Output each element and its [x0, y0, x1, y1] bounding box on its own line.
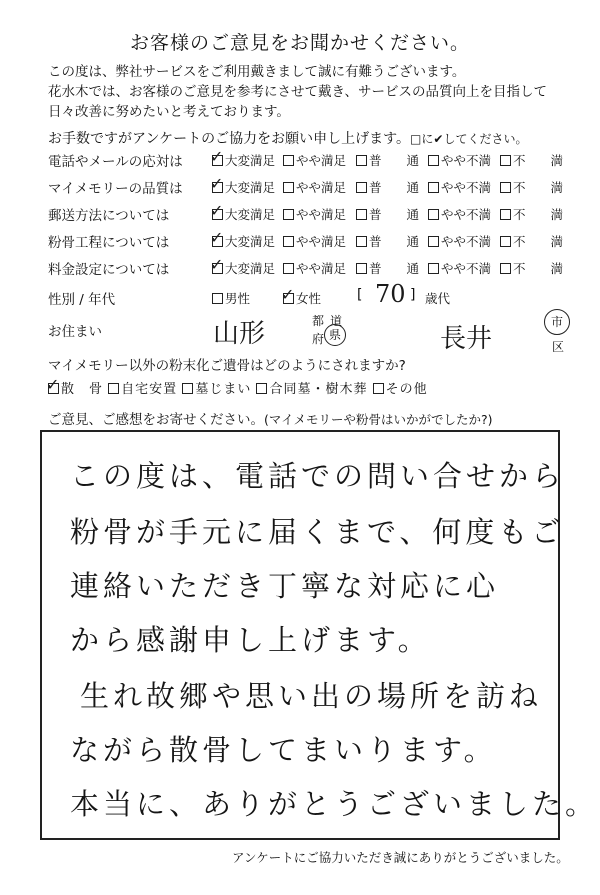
rating-option-very-satisfied[interactable]	[210, 228, 276, 250]
checkbox-checked[interactable]	[210, 174, 224, 193]
checkbox-checked[interactable]	[210, 147, 224, 166]
check-mark-icon: ✓	[281, 285, 295, 304]
rating-option-label: 普 通	[369, 153, 420, 168]
suffix-ku: 区	[552, 340, 565, 354]
checkbox[interactable]	[428, 263, 439, 274]
checkbox[interactable]	[283, 236, 294, 247]
suffix-shi-circled: 市	[544, 309, 570, 335]
footer-thanks: アンケートにご協力いただき誠にありがとうございました。	[232, 850, 569, 865]
comment-line: この度は、電話での問い合せから	[70, 459, 566, 493]
rating-option-dissatisfied[interactable]	[500, 232, 563, 250]
rating-option-very-satisfied[interactable]	[210, 255, 276, 277]
intro-line: 日々改善に努めたいと考えております。	[48, 104, 290, 120]
comment-heading	[48, 408, 493, 428]
rating-option-label: 普 通	[369, 180, 420, 195]
gender-male-option[interactable]	[212, 289, 250, 307]
checkbox[interactable]	[283, 209, 294, 220]
form-title: お客様のご意見をお聞かせください。	[129, 32, 470, 54]
rating-option-somewhat-satisfied[interactable]	[283, 232, 346, 250]
rating-option-normal[interactable]	[356, 178, 419, 196]
rating-option-label: やや不満	[441, 234, 492, 249]
checkbox[interactable]	[182, 383, 193, 394]
comment-box[interactable]	[40, 430, 599, 840]
rating-option-very-satisfied[interactable]	[210, 147, 276, 169]
city-value: 長井	[440, 324, 493, 354]
rating-option-label: やや不満	[441, 180, 492, 195]
prefecture-value: 山形	[213, 319, 266, 349]
checkbox[interactable]	[283, 263, 294, 274]
suffix-fu: 府	[312, 332, 325, 346]
comment-heading-note: (マイメモリーや粉骨はいかがでしたか?)	[264, 412, 493, 427]
checkbox[interactable]	[356, 263, 367, 274]
checkbox[interactable]	[356, 155, 367, 166]
burial-option-home[interactable]	[108, 382, 177, 397]
burial-option-label: 合同墓・樹木葬	[269, 382, 368, 397]
address-label: お住まい	[48, 324, 102, 340]
checkbox[interactable]	[356, 236, 367, 247]
intro-text	[48, 62, 547, 122]
question-label: 粉骨工程については	[48, 235, 170, 251]
burial-question: マイメモリー以外の粉末化ご遺骨はどのようにされますか?	[48, 358, 406, 374]
intro-line: この度は、弊社サービスをご利用戴きまして誠に有難うございます。	[48, 64, 466, 80]
question-label: 電話やメールの応対は	[48, 154, 183, 170]
rating-option-somewhat-dissatisfied[interactable]	[428, 232, 491, 250]
burial-option-other[interactable]	[373, 382, 428, 397]
instruction	[48, 128, 527, 148]
rating-option-label: 大変満足	[225, 234, 276, 249]
burial-option-label: 墓じまい	[195, 382, 252, 397]
rating-option-label: 不 満	[513, 234, 564, 249]
age-value: 70	[375, 280, 406, 308]
rating-option-dissatisfied[interactable]	[500, 259, 563, 277]
burial-option-label: その他	[385, 382, 428, 397]
checkbox-checked[interactable]	[210, 228, 224, 247]
comment-line: から感謝申し上げます。	[70, 623, 431, 657]
rating-option-label: 不 満	[513, 153, 564, 168]
burial-option-label: 散 骨	[61, 382, 104, 397]
burial-option-joint-grave[interactable]	[256, 382, 367, 397]
rating-option-label: やや満足	[296, 261, 347, 276]
comment-heading-main: ご意見、ご感想をお寄せください。	[48, 412, 264, 428]
rating-option-normal[interactable]	[356, 232, 419, 250]
gender-age-label: 性別 / 年代	[48, 292, 116, 308]
checkbox-checked[interactable]	[210, 201, 224, 220]
age-bracket-close: ]	[410, 287, 416, 303]
checkbox-checked[interactable]	[281, 285, 295, 304]
checkbox[interactable]	[356, 209, 367, 220]
instruction-tail: □に✔してください。	[410, 132, 528, 146]
rating-option-label: 不 満	[513, 261, 564, 276]
rating-option-label: 普 通	[369, 207, 420, 222]
rating-option-label: やや不満	[441, 153, 492, 168]
checkbox-checked[interactable]	[46, 375, 61, 394]
check-mark-icon: ✓	[210, 174, 224, 193]
burial-option-label: 自宅安置	[121, 382, 178, 397]
rating-option-dissatisfied[interactable]	[500, 151, 563, 169]
checkbox[interactable]	[428, 209, 439, 220]
comment-line: 本当に、ありがとうございました。	[70, 787, 599, 821]
comment-line: ながら散骨してまいります。	[70, 733, 497, 767]
burial-option-scatter[interactable]	[46, 375, 104, 397]
rating-option-label: 大変満足	[225, 261, 276, 276]
rating-option-dissatisfied[interactable]	[500, 178, 563, 196]
age-suffix: 歳代	[425, 291, 451, 306]
rating-option-label: やや不満	[441, 261, 492, 276]
gender-female-option[interactable]	[281, 285, 322, 307]
rating-option-somewhat-satisfied[interactable]	[283, 205, 346, 223]
rating-option-label: やや満足	[296, 234, 347, 249]
question-label: 料金設定については	[48, 262, 170, 278]
rating-option-normal[interactable]	[356, 205, 419, 223]
comment-line: 粉骨が手元に届くまで、何度もご	[70, 515, 565, 549]
burial-option-grave-closing[interactable]	[182, 382, 251, 397]
rating-option-label: 大変満足	[225, 180, 276, 195]
checkbox[interactable]	[256, 383, 267, 394]
checkbox[interactable]	[212, 293, 223, 304]
checkbox[interactable]	[500, 182, 511, 193]
rating-option-label: 不 満	[513, 180, 564, 195]
rating-option-somewhat-dissatisfied[interactable]	[428, 151, 491, 169]
rating-option-somewhat-satisfied[interactable]	[283, 178, 346, 196]
comment-line: 生れ故郷や思い出の場所を訪ね	[80, 679, 543, 713]
rating-option-label: 不 満	[513, 207, 564, 222]
checkbox[interactable]	[283, 155, 294, 166]
rating-option-label: 大変満足	[225, 153, 276, 168]
age-bracket-open: [	[357, 287, 363, 303]
instruction-main: お手数ですがアンケートのご協力をお願い申し上げます。	[48, 131, 411, 147]
rating-option-somewhat-dissatisfied[interactable]	[428, 178, 491, 196]
checkbox-checked[interactable]	[210, 255, 224, 274]
rating-option-very-satisfied[interactable]	[210, 201, 276, 223]
checkbox[interactable]	[500, 236, 511, 247]
checkbox[interactable]	[500, 263, 511, 274]
checkbox[interactable]	[500, 209, 511, 220]
rating-option-label: 大変満足	[225, 207, 276, 222]
checkbox[interactable]	[356, 182, 367, 193]
rating-option-normal[interactable]	[356, 259, 419, 277]
rating-option-label: やや満足	[296, 153, 347, 168]
burial-options	[46, 375, 428, 397]
rating-option-somewhat-satisfied[interactable]	[283, 151, 346, 169]
check-mark-icon: ✓	[210, 228, 224, 247]
checkbox[interactable]	[428, 236, 439, 247]
checkbox[interactable]	[108, 383, 119, 394]
checkbox[interactable]	[373, 383, 384, 394]
suffix-do: 道	[330, 314, 343, 328]
checkbox[interactable]	[428, 182, 439, 193]
rating-option-label: やや満足	[296, 207, 347, 222]
rating-option-label: 普 通	[369, 261, 420, 276]
comment-line: 連絡いただき丁寧な対応に心	[70, 569, 500, 603]
rating-option-dissatisfied[interactable]	[500, 205, 563, 223]
rating-option-label: 普 通	[369, 234, 420, 249]
check-mark-icon: ✓	[210, 147, 224, 166]
checkbox[interactable]	[283, 182, 294, 193]
question-label: 郵送方法については	[48, 208, 170, 224]
suffix-ken-circled: 県	[324, 324, 346, 346]
gender-female-label: 女性	[296, 291, 322, 306]
rating-option-somewhat-dissatisfied[interactable]	[428, 259, 491, 277]
checkbox[interactable]	[428, 155, 439, 166]
check-mark-icon: ✓	[46, 375, 61, 394]
rating-option-normal[interactable]	[356, 151, 419, 169]
suffix-to: 都	[312, 314, 325, 328]
question-label: マイメモリーの品質は	[48, 181, 183, 197]
checkbox[interactable]	[500, 155, 511, 166]
rating-option-label: やや不満	[441, 207, 492, 222]
rating-option-label: やや満足	[296, 180, 347, 195]
check-mark-icon: ✓	[210, 201, 224, 220]
rating-option-somewhat-dissatisfied[interactable]	[428, 205, 491, 223]
rating-option-somewhat-satisfied[interactable]	[283, 259, 346, 277]
check-mark-icon: ✓	[210, 255, 224, 274]
gender-male-label: 男性	[225, 291, 251, 306]
rating-option-very-satisfied[interactable]	[210, 174, 276, 196]
intro-line: 花水木では、お客様のご意見を参考にさせて戴き、サービスの品質向上を目指して	[48, 84, 547, 100]
